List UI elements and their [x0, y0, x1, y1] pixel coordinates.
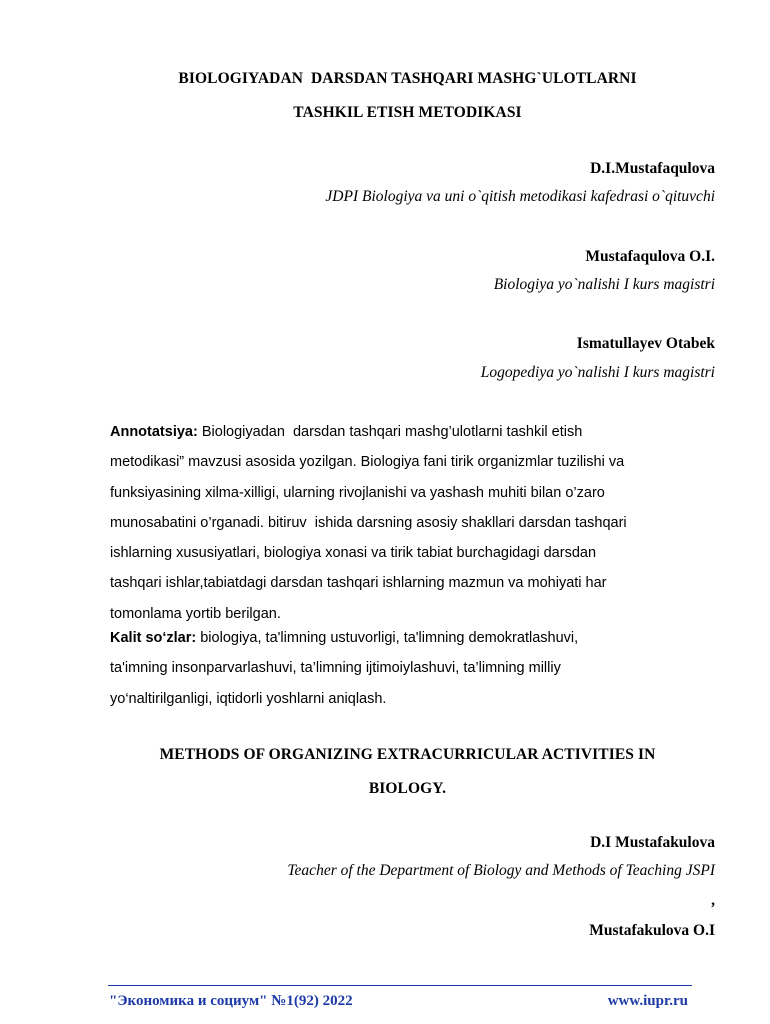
- abstract-line: ishlarning xususiyatlari, biologiya xonasi va tirik tabiat burchagidagi darsdan: [110, 545, 597, 562]
- abstract-line: funksiyasining xilma-xilligi, ularning rivojlanishi va yashash muhiti bilan o’zaro: [110, 484, 605, 501]
- abstract-line: metodikasi” mavzusi asosida yozilgan. Biologiya fani tirik organizmlar tuzilishi va: [110, 454, 625, 471]
- abstract-line: Biologiyadan darsdan tashqari mashg’ulotlarni tashkil etish: [197, 424, 583, 440]
- title-uz-line1: BIOLOGIYADAN DARSDAN TASHQARI MASHG`ULOTLARNI: [178, 70, 637, 87]
- author-2-name: Mustafaqulova O.I.: [585, 248, 715, 265]
- title-uz-line2: TASHKIL ETISH METODIKASI: [293, 104, 522, 121]
- keywords-label: Kalit so‘zlar:: [110, 630, 197, 646]
- abstract-label: Annotatsiya:: [110, 424, 198, 440]
- author-separator: ,: [711, 892, 715, 909]
- abstract: [110, 417, 720, 629]
- author-2-affiliation: Biologiya yo`nalishi I kurs magistri: [493, 276, 715, 293]
- title-en-line2: BIOLOGY.: [368, 780, 447, 797]
- abstract-line: tashqari ishlar,tabiatdagi darsdan tashqari ishlarning mazmun va mohiyati har: [110, 575, 607, 592]
- abstract-line: tomonlama yortib berilgan.: [110, 605, 281, 622]
- title-uz: [100, 62, 715, 130]
- title-en-line1: METHODS OF ORGANIZING EXTRACURRICULAR ACTIVITIES IN: [159, 746, 656, 763]
- keywords: [110, 623, 720, 714]
- keywords-line: yo‘naltirilganligi, iqtidorli yoshlarni aniqlash.: [110, 690, 387, 707]
- footer-rule: [108, 985, 692, 986]
- keywords-line: ta'imning insonparvarlashuvi, ta’limning ijtimoiylashuvi, ta’limning milliy: [110, 660, 561, 677]
- author-3-name: Ismatullayev Otabek: [576, 335, 715, 352]
- author-en-1-affiliation: Teacher of the Department of Biology and Methods of Teaching JSPI: [287, 862, 715, 879]
- footer-journal: "Экономика и социум" №1(92) 2022: [109, 993, 353, 1009]
- keywords-line: biologiya, ta'limning ustuvorligi, ta'limning demokratlashuvi,: [196, 630, 579, 646]
- author-3-affiliation: Logopediya yo`nalishi I kurs magistri: [480, 364, 715, 381]
- footer-url[interactable]: www.iupr.ru: [607, 993, 688, 1009]
- abstract-line: munosabatini o’rganadi. bitiruv ishida darsning asosiy shakllari darsdan tashqari: [110, 514, 627, 531]
- author-en-2-name: Mustafakulova O.I: [589, 922, 715, 939]
- author-1-affiliation: JDPI Biologiya va uni o`qitish metodikasi kafedrasi o`qituvchi: [325, 188, 715, 205]
- author-1-name: D.I.Mustafaqulova: [590, 160, 715, 177]
- author-en-1-name: D.I Mustafakulova: [590, 834, 715, 851]
- title-en: [100, 738, 715, 806]
